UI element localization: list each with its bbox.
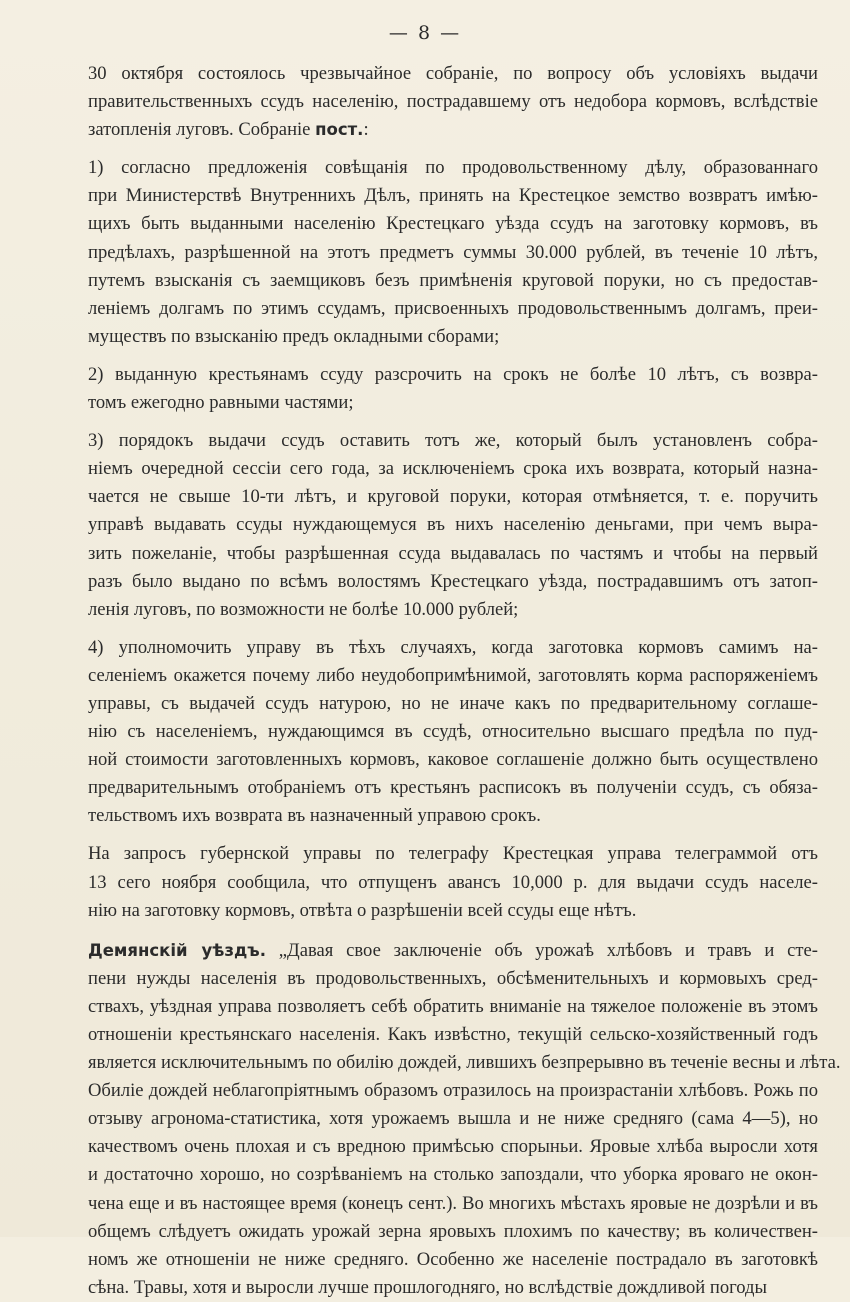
text-line: чается не свыше 10-ти лѣтъ, и круговой поруки, которая отмѣняется, т. е. поручить	[88, 486, 818, 508]
bold-term: Демянскій уѣздъ.	[88, 940, 266, 960]
bold-term: пост.	[315, 120, 364, 140]
text-line: и достаточно хорошо, но созрѣваніемъ на столько запоздали, что уборка яроваго не окон-	[88, 1164, 818, 1186]
text-line: нію на заготовку кормовъ, отвѣта о разрѣшеніи всей ссуды еще нѣтъ.	[88, 899, 637, 921]
text-line: 3) порядокъ выдачи ссудъ оставить тотъ же, который былъ установленъ собра-	[88, 430, 818, 452]
text-line: 13 сего ноября сообщила, что отпущенъ авансъ 10,000 р. для выдачи ссудъ населе-	[88, 871, 818, 893]
paragraph-item1	[88, 154, 818, 351]
text-line: общемъ слѣдуетъ ожидать урожай зерна яровыхъ плохимъ по качеству; въ количествен-	[88, 1220, 818, 1242]
text-line: пени нужды населенія въ продовольственныхъ, обсѣменительныхъ и кормовыхъ сред-	[88, 967, 818, 989]
text-line: управѣ выдавать ссуды нуждающемуся въ нихъ населенію деньгами, при чемъ выра-	[88, 514, 818, 536]
text-line: Обиліе дождей неблагопріятнымъ образомъ отразилось на произрастаніи хлѣбовъ. Рожь по	[88, 1080, 818, 1102]
document-body	[88, 60, 841, 1302]
text-line: тельствомъ ихъ возврата въ назначенный управою срокъ.	[88, 805, 541, 827]
text-line: правительственныхъ ссудъ населенію, пострадавшему отъ недобора кормовъ, вслѣдствіе	[88, 91, 818, 113]
text-line: разъ было выдано по всѣмъ волостямъ Крестецкаго уѣзда, пострадавшимъ отъ затоп-	[88, 570, 818, 592]
text-line: 30 октября состоялось чрезвычайное собраніе, по вопросу объ условіяхъ выдачи	[88, 63, 818, 84]
text-line: ніемъ очередной сессіи сего года, за исключеніемъ срока ихъ возврата, который назна-	[88, 458, 818, 480]
text-line: томъ ежегодно равными частями;	[88, 392, 354, 414]
text-line: при Министерствѣ Внутреннихъ Дѣлъ, принять на Крестецкое земство возвратъ имѣю-	[88, 185, 818, 207]
text-line: качествомъ очень плохая и съ вредною примѣсью спорыньи. Яровые хлѣба выросли хотя	[88, 1136, 818, 1158]
text-line: муществъ по взысканію предъ окладными сборами;	[88, 325, 500, 347]
text-line: отношеніи крестьянскаго населенія. Какъ извѣстно, текущій сельско-хозяйственный годъ	[88, 1024, 818, 1045]
paragraph-demyansk	[88, 937, 841, 1302]
text-line: ной стоимости заготовленныхъ кормовъ, каковое соглашеніе должно быть осуществлено	[88, 749, 818, 771]
text-line: нію съ населеніемъ, нуждающимся въ ссудѣ, относительно высшаго предѣла по пуд-	[88, 721, 818, 743]
paragraph-intro	[88, 60, 818, 144]
text-line: ленія луговъ, по возможности не болѣе 10.000 рублей;	[88, 598, 519, 620]
text-line: предѣлахъ, разрѣшенной на этотъ предметъ суммы 30.000 рублей, въ теченіе 10 лѣтъ,	[88, 241, 818, 263]
text-line: леніемъ долгамъ по этимъ ссудамъ, присвоенныхъ продовольственнымъ долгамъ, преи-	[88, 297, 818, 319]
text-line: Демянскій уѣздъ. „Давая свое заключеніе объ урожаѣ хлѣбовъ и травъ и сте-	[88, 939, 818, 961]
text-line: ствахъ, уѣздная управа позволяетъ себѣ обратить вниманіе на тяжелое положеніе въ этомъ	[88, 995, 818, 1017]
text-line: 4) уполномочить управу въ тѣхъ случаяхъ, когда заготовка кормовъ самимъ на-	[88, 636, 818, 658]
text-line: предварительнымъ отобраніемъ отъ крестьянъ расписокъ въ полученіи ссудъ, съ обяза-	[88, 777, 818, 799]
text-line: селеніемъ окажется почему либо неудобопримѣнимой, заготовлять корма распоряженіемъ	[88, 664, 818, 686]
paragraph-item4	[88, 634, 818, 831]
paragraph-item2	[88, 361, 818, 417]
text-line: затопленія луговъ. Собраніе пост.:	[88, 119, 369, 141]
page-number: — 8 —	[388, 22, 462, 44]
text-line: щихъ быть выданными населенію Крестецкаго уѣзда ссудъ на заготовку кормовъ, въ	[88, 213, 818, 235]
text-line: 1) согласно предложенія совѣщанія по продовольственному дѣлу, образованнаго	[88, 157, 818, 179]
text-line: путемъ взысканія съ заемщиковъ безъ примѣненія круговой поруки, но съ предостав-	[88, 269, 818, 291]
text-line: номъ же отношеніи не ниже средняго. Особенно же населеніе пострадало въ заготовкѣ	[88, 1248, 818, 1270]
text-line: чена еще и въ настоящее время (конецъ сент.). Во многихъ мѣстахъ яровые не дозрѣли и въ	[88, 1192, 818, 1214]
paragraph-item3	[88, 427, 818, 624]
paragraph-telegram	[88, 840, 818, 924]
text-line: сѣна. Травы, хотя и выросли лучше прошлогодняго, но вслѣдствіе дождливой погоды	[88, 1276, 768, 1298]
text-line: 2) выданную крестьянамъ ссуду разсрочить на срокъ не болѣе 10 лѣтъ, съ возвра-	[88, 363, 818, 385]
text-line: зить пожеланіе, чтобы разрѣшенная ссуда выдавалась по частямъ и чтобы на первый	[88, 542, 818, 564]
text-line: является исключительнымъ по обилію дождей, лившихъ безпрерывно въ теченіе весны и лѣта.	[88, 1052, 841, 1074]
text-line: управы, съ выдачей ссудъ натурою, но не иначе какъ по предварительному соглаше-	[88, 692, 818, 714]
text-line: отзыву агронома-статистика, хотя урожаемъ вышла и не ниже средняго (сама 4—5), но	[88, 1108, 818, 1130]
text-line: На запросъ губернской управы по телеграфу Крестецкая управа телеграммой отъ	[88, 843, 818, 865]
